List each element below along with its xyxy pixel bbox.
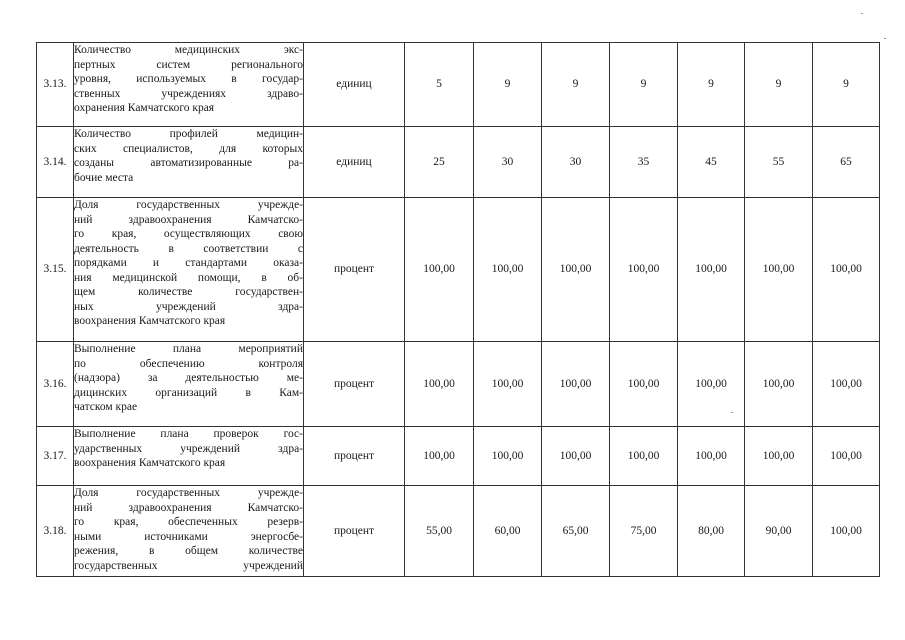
row-number: 3.14.: [37, 127, 74, 198]
value-cell: 25: [405, 127, 474, 198]
description-line: созданы автоматизированные ра-: [74, 157, 303, 169]
description-line: уровня, используемых в государ-: [74, 73, 303, 85]
unit-cell: процент: [304, 427, 405, 486]
value-cell: 80,00: [678, 486, 745, 577]
description-line: ния медицинской помощи, в об-: [74, 271, 303, 284]
value-cell: 100,00: [405, 342, 474, 427]
value-cell: 9: [813, 43, 880, 127]
value-cell: 30: [542, 127, 610, 198]
value-cell: 100,00: [813, 427, 880, 486]
value-cell: 100,00: [474, 198, 542, 342]
value-cell: 100,00: [678, 427, 745, 486]
description-line: ний здравоохранения Камчатско-: [74, 213, 303, 226]
description-line: дицинских организаций в Кам-: [74, 386, 303, 399]
value-cell: 100,00: [542, 427, 610, 486]
description-line: воохранения Камчатского края: [74, 457, 226, 469]
value-cell: 100,00: [474, 342, 542, 427]
description-line: по обеспечению контроля: [74, 357, 303, 370]
value-cell: 100,00: [745, 198, 813, 342]
unit-cell: процент: [304, 342, 405, 427]
table-row: [37, 342, 880, 427]
table-row: [37, 43, 880, 127]
description-line: ных учреждений здра-: [74, 300, 303, 313]
indicator-description: [74, 127, 304, 198]
value-cell: 75,00: [610, 486, 678, 577]
description-line: Выполнение плана мероприятий: [74, 343, 303, 355]
value-cell: 55,00: [405, 486, 474, 577]
description-line: го края, осуществляющих свою: [74, 228, 303, 240]
description-line: Выполнение плана проверок гос-: [74, 428, 303, 440]
table-row: [37, 127, 880, 198]
description-line: ственных учреждениях здраво-: [74, 87, 303, 100]
indicator-description: [74, 486, 304, 577]
description-line: (надзора) за деятельностью ме-: [74, 372, 303, 384]
value-cell: 9: [610, 43, 678, 127]
scan-speck: [861, 13, 863, 14]
description-line: го края, обеспеченных резерв-: [74, 516, 303, 528]
value-cell: 100,00: [678, 198, 745, 342]
description-line: щем количестве государствен-: [74, 286, 303, 298]
indicators-table: [36, 42, 880, 577]
scan-speck: [731, 412, 733, 413]
value-cell: 30: [474, 127, 542, 198]
value-cell: 100,00: [813, 198, 880, 342]
value-cell: 100,00: [542, 198, 610, 342]
description-line: охранения Камчатского края: [74, 102, 215, 114]
description-line: чатском крае: [74, 401, 138, 413]
description-line: ударственных учреждений здра-: [74, 442, 303, 455]
row-number: 3.18.: [37, 486, 74, 577]
table-row: [37, 486, 880, 577]
value-cell: 9: [542, 43, 610, 127]
value-cell: 100,00: [610, 342, 678, 427]
description-line: Доля государственных учрежде-: [74, 199, 303, 211]
value-cell: 9: [745, 43, 813, 127]
value-cell: 9: [678, 43, 745, 127]
value-cell: 100,00: [542, 342, 610, 427]
unit-cell: единиц: [304, 127, 405, 198]
description-line: Количество профилей медицин-: [74, 128, 303, 140]
indicator-description: [74, 198, 304, 342]
description-line: ными источниками энергосбе-: [74, 530, 303, 543]
description-line: ний здравоохранения Камчатско-: [74, 501, 303, 514]
value-cell: 55: [745, 127, 813, 198]
value-cell: 100,00: [405, 427, 474, 486]
value-cell: 100,00: [405, 198, 474, 342]
scan-speck: [884, 38, 886, 39]
value-cell: 45: [678, 127, 745, 198]
value-cell: 100,00: [745, 342, 813, 427]
description-line: Доля государственных учрежде-: [74, 487, 303, 499]
description-line: бочие места: [74, 171, 134, 184]
description-line: Количество медицинских экс-: [74, 44, 303, 56]
value-cell: 65,00: [542, 486, 610, 577]
row-number: 3.13.: [37, 43, 74, 127]
value-cell: 5: [405, 43, 474, 127]
row-number: 3.17.: [37, 427, 74, 486]
value-cell: 100,00: [678, 342, 745, 427]
description-line: воохранения Камчатского края: [74, 315, 226, 327]
indicator-description: [74, 427, 304, 486]
value-cell: 100,00: [745, 427, 813, 486]
indicator-description: [74, 342, 304, 427]
description-line: пертных систем регионального: [74, 58, 303, 71]
value-cell: 65: [813, 127, 880, 198]
value-cell: 100,00: [610, 198, 678, 342]
table-row: [37, 198, 880, 342]
value-cell: 35: [610, 127, 678, 198]
unit-cell: единиц: [304, 43, 405, 127]
value-cell: 100,00: [813, 342, 880, 427]
table-row: [37, 427, 880, 486]
row-number: 3.16.: [37, 342, 74, 427]
indicator-description: [74, 43, 304, 127]
description-line: режения, в общем количестве: [74, 545, 303, 557]
value-cell: 100,00: [813, 486, 880, 577]
value-cell: 100,00: [610, 427, 678, 486]
value-cell: 100,00: [474, 427, 542, 486]
description-line: государственных учреждений: [74, 559, 303, 572]
unit-cell: процент: [304, 486, 405, 577]
description-line: порядками и стандартами оказа-: [74, 257, 303, 269]
description-line: деятельность в соответствии с: [74, 242, 303, 255]
value-cell: 90,00: [745, 486, 813, 577]
unit-cell: процент: [304, 198, 405, 342]
value-cell: 9: [474, 43, 542, 127]
row-number: 3.15.: [37, 198, 74, 342]
description-line: ских специалистов, для которых: [74, 142, 303, 155]
value-cell: 60,00: [474, 486, 542, 577]
